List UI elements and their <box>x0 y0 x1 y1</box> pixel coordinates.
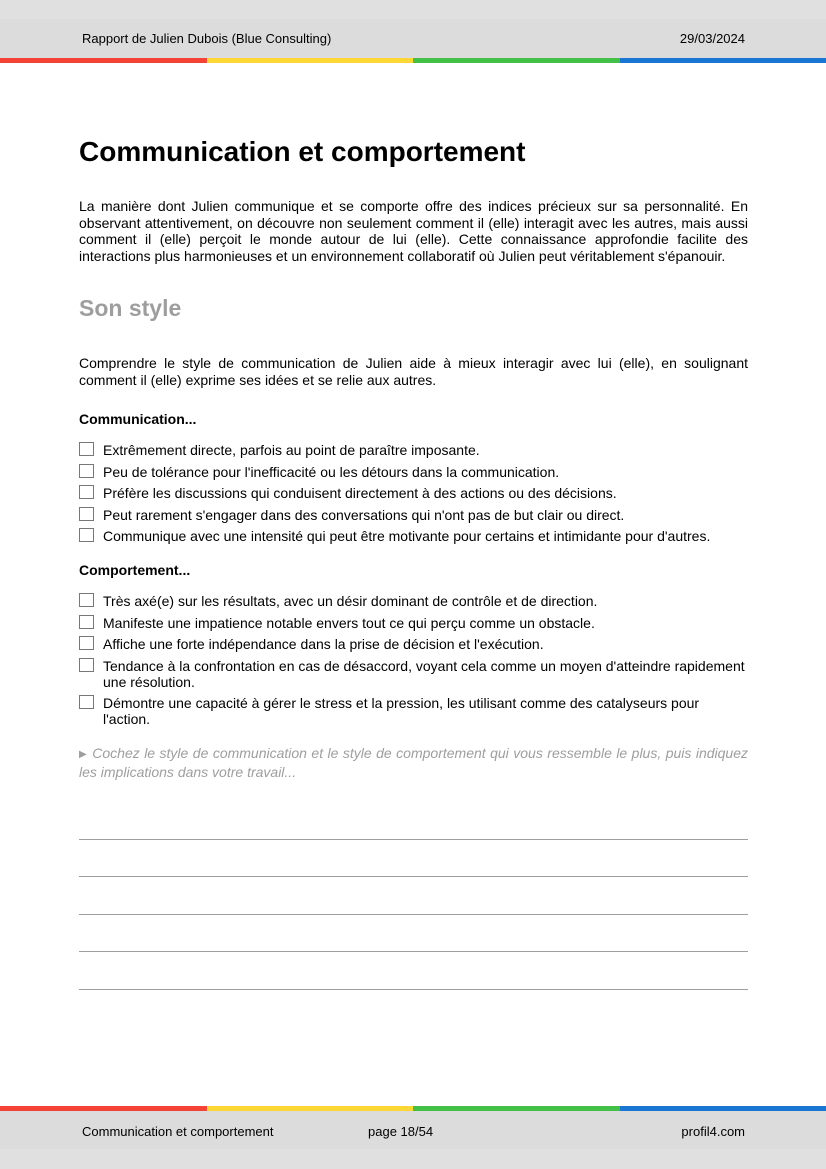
checklist-item-text: Manifeste une impatience notable envers tout ce qui perçu comme un obstacle. <box>103 614 595 631</box>
checklist-item-text: Extrêmement directe, parfois au point de paraître imposante. <box>103 442 480 458</box>
section-subtitle: Son style <box>79 295 182 321</box>
communication-checklist <box>79 442 748 544</box>
footer-site: profil4.com <box>681 1124 745 1139</box>
checkbox[interactable] <box>79 615 94 629</box>
checkbox[interactable] <box>79 528 94 542</box>
checkbox[interactable] <box>79 442 94 456</box>
writing-line[interactable] <box>79 802 748 840</box>
checklist-item-text: Très axé(e) sur les résultats, avec un désir dominant de contrôle et de direction. <box>103 593 598 609</box>
checklist-item <box>79 593 748 609</box>
checkbox[interactable] <box>79 464 94 478</box>
checklist-item-text: Tendance à la confrontation en cas de désaccord, voyant cela comme un moyen d'atteindre rapidement une résolution. <box>103 657 745 690</box>
writing-line[interactable] <box>79 840 748 878</box>
checklist-item-text: Peu de tolérance pour l'inefficacité ou les détours dans la communication. <box>103 463 560 480</box>
checkbox[interactable] <box>79 507 94 521</box>
checklist-item <box>79 442 748 458</box>
checklist-item-text: Peut rarement s'engager dans des conversations qui n'ont pas de but clair ou direct. <box>103 506 625 523</box>
checklist-item-text: Préfère les discussions qui conduisent directement à des actions ou des décisions. <box>103 485 617 501</box>
checklist-item <box>79 636 748 652</box>
checklist-item <box>79 615 748 631</box>
page-number: page 18/54 <box>368 1124 434 1139</box>
footer-section: Communication et comportement <box>82 1124 274 1139</box>
comportement-checklist <box>79 593 748 727</box>
comportement-label: Comportement... <box>79 562 191 578</box>
checklist-item <box>79 485 748 501</box>
writing-line[interactable] <box>79 915 748 953</box>
page-footer <box>0 1111 826 1169</box>
report-title: Rapport de Julien Dubois (Blue Consulting) <box>82 31 332 46</box>
checklist-item-text: Communique avec une intensité qui peut être motivante pour certains et intimidante pour d'autres. <box>103 528 711 544</box>
page-header <box>0 0 826 63</box>
triangle-right-icon: ▶ <box>79 749 88 760</box>
checklist-item <box>79 695 748 727</box>
communication-label: Communication... <box>79 411 197 427</box>
instruction-text: Cochez le style de communication et le style de comportement qui vous ressemble le plus, puis indiquez les implications dans votre travail... <box>79 745 748 780</box>
checkbox[interactable] <box>79 636 94 650</box>
checkbox[interactable] <box>79 658 94 672</box>
report-date: 29/03/2024 <box>679 31 745 46</box>
intro-paragraph: La manière dont Julien communique et se comporte offre des indices précieux sur sa personnalité. En observant attentivement, on découvre non seulement comment il (elle) interagit avec les autres, mais aussi comment il (elle) perçoit le monde autour de lui (elle). Cette connaissance approfondie facilite des interactions plus harmonieuses et un environnement collaboratif où Julien peut véritablement s'épanouir. <box>79 198 748 264</box>
checklist-item <box>79 528 748 544</box>
checklist-item <box>79 464 748 480</box>
checkbox[interactable] <box>79 485 94 499</box>
lead-paragraph: Comprendre le style de communication de Julien aide à mieux interagir avec lui (elle), en soulignant comment il (elle) exprime ses idées et se relie aux autres. <box>79 355 748 388</box>
checklist-item <box>79 507 748 523</box>
writing-line[interactable] <box>79 952 748 990</box>
checkbox[interactable] <box>79 695 94 709</box>
writing-line[interactable] <box>79 877 748 915</box>
checkbox[interactable] <box>79 593 94 607</box>
page-title: Communication et comportement <box>79 136 526 167</box>
instruction-prompt <box>79 745 748 780</box>
header-color-stripe <box>0 58 826 63</box>
checklist-item-text: Démontre une capacité à gérer le stress et la pression, les utilisant comme des catalyseurs pour l'action. <box>103 695 700 727</box>
checklist-item <box>79 658 748 690</box>
main-content <box>79 135 748 990</box>
checklist-item-text: Affiche une forte indépendance dans la prise de décision et l'exécution. <box>103 636 544 652</box>
writing-lines <box>79 802 748 990</box>
